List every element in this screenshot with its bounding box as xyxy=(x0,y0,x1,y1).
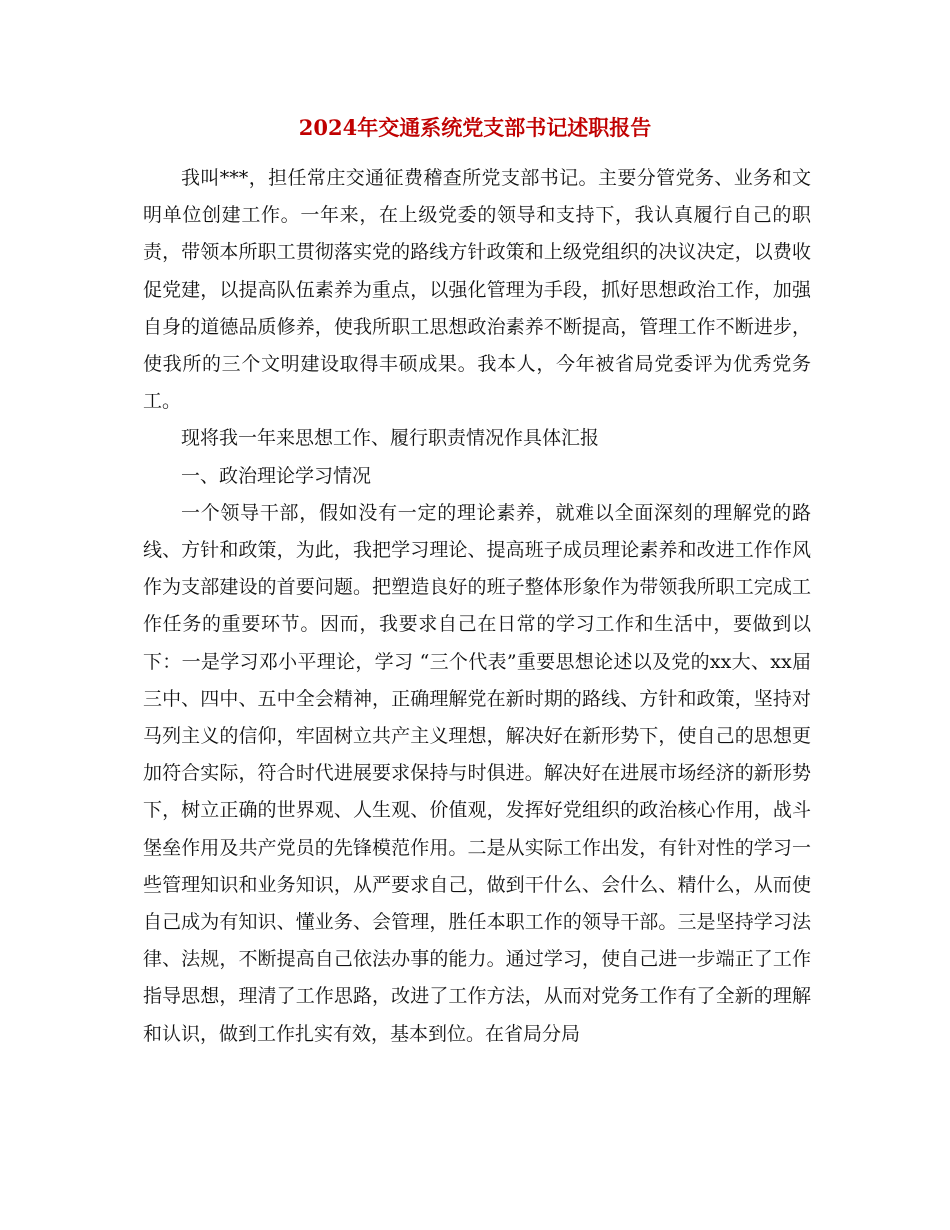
section-heading-political-study: 一、政治理论学习情况 xyxy=(181,464,372,487)
paragraph-report-lead: 现将我一年来思想工作、履行职责情况作具体汇报 xyxy=(181,427,600,450)
document-title: 2024年交通系统党支部书记述职报告 xyxy=(298,115,652,140)
paragraph-political-study: 一个领导干部，假如没有一定的理论素养，就难以全面深刻的理解党的路线、方针和政策，为此，我把学习理论、提高班子成员理论素养和改进工作作风作为支部建设的首要问题。把塑造良好的班子整体形象作为带领我所职工完成工作任务的重要环节。因而，我要求自己在日常的学习工作和生活中，要做到以下：一是学习邓小平理论，学习 “三个代表”重要思想论述以及党的xx大、xx届三中、四中、五中全会精神，正确理解党在新时期的路线、方针和政策，坚持对马列主义的信仰，牢固树立共产主义理想，解决好在新形势下，使自己的思想更加符合实际，符合时代进展要求保持与时俱进。解决好在进展市场经济的新形势下，树立正确的世界观、人生观、价值观，发挥好党组织的政治核心作用，战斗堡垒作用及共产党员的先锋模范作用。二是从实际工作出发，有针对性的学习一些管理知识和业务知识，从严要求自己，做到干什么、会什么、精什么，从而使自己成为有知识、懂业务、会管理，胜任本职工作的领导干部。三是坚持学习法律、法规，不断提高自己依法办事的能力。通过学习，使自己进一步端正了工作指导思想，理清了工作思路，改进了工作方法，从而对党务工作有了全新的理解和认识，做到工作扎实有效，基本到位。在省局分局 xyxy=(143,501,811,1045)
document-body xyxy=(143,160,811,1053)
paragraph-intro: 我叫***，担任常庄交通征费稽查所党支部书记。主要分管党务、业务和文明单位创建工作。一年来，在上级党委的领导和支持下，我认真履行自己的职责，带领本所职工贯彻落实党的路线方针政策和上级党组织的决议决定，以费收促党建，以提高队伍素养为重点，以强化管理为手段，抓好思想政治工作，加强自身的道德品质修养，使我所职工思想政治素养不断提高，管理工作不断进步，使我所的三个文明建设取得丰硕成果。我本人，今年被省局党委评为优秀党务工。 xyxy=(143,167,811,413)
